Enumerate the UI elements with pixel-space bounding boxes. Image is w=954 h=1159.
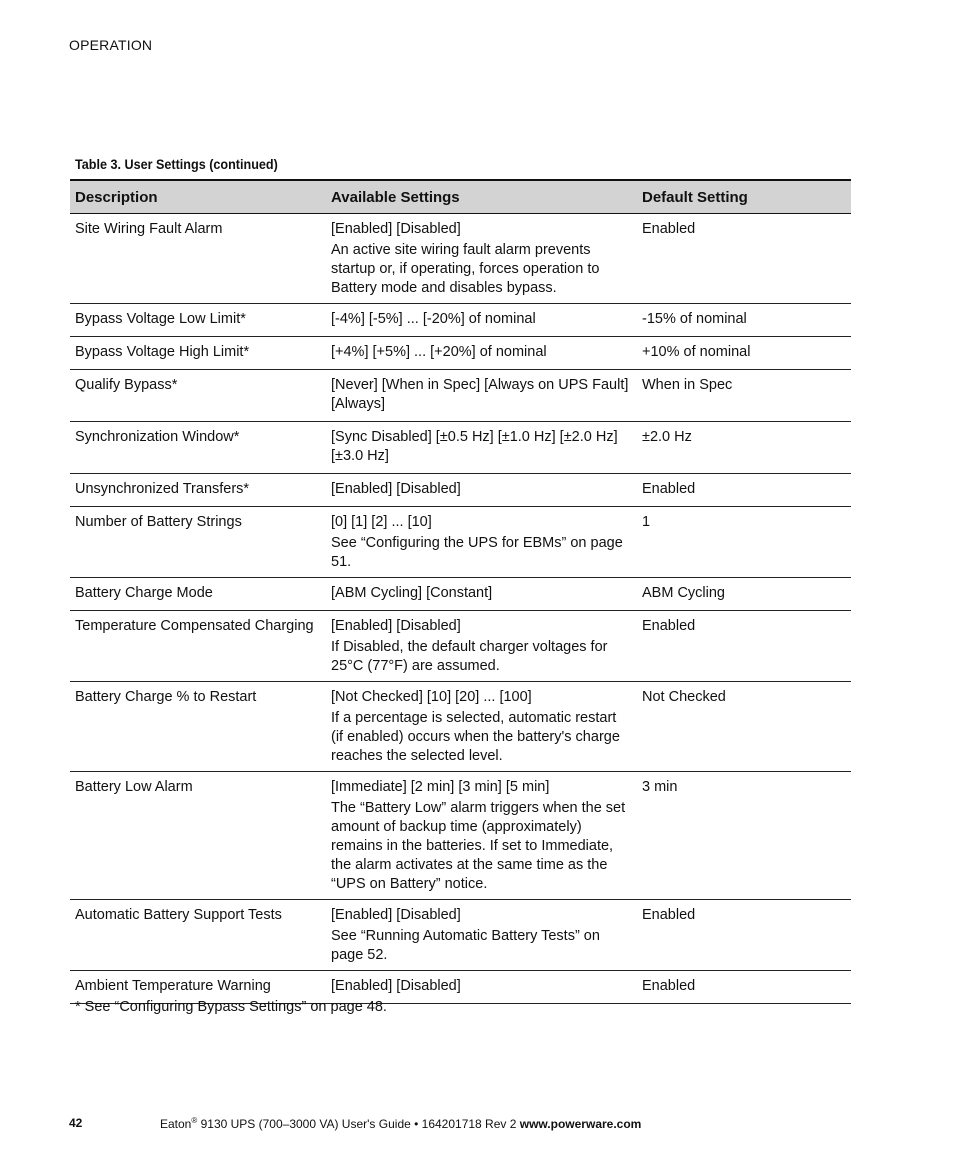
setting-description: Unsynchronized Transfers* xyxy=(70,474,326,507)
footer-text xyxy=(160,1116,641,1131)
available-settings-options: [Enabled] [Disabled] xyxy=(331,907,461,923)
available-settings-note: An active site wiring fault alarm prevents startup or, if operating, forces operation to Battery mode and disables bypass. xyxy=(331,242,600,296)
available-settings-options: [Enabled] [Disabled] xyxy=(331,481,461,497)
available-settings-options: [Enabled] [Disabled] xyxy=(331,978,461,994)
table-row xyxy=(70,474,851,507)
setting-description: Synchronization Window* xyxy=(70,422,326,474)
available-settings-cell xyxy=(326,611,637,682)
default-setting: Enabled xyxy=(637,474,851,507)
table-footnote: * See “Configuring Bypass Settings” on page 48. xyxy=(75,999,387,1015)
default-setting: Enabled xyxy=(637,900,851,971)
table-row xyxy=(70,682,851,772)
table-row xyxy=(70,507,851,578)
table-row xyxy=(70,304,851,337)
default-setting: Enabled xyxy=(637,971,851,1004)
available-settings-note: The “Battery Low” alarm triggers when the set amount of backup time (approximately) remains in the batteries. If set to Immediate, the alarm activates at the same time as the “UPS on Battery” notice. xyxy=(331,800,626,892)
default-setting: +10% of nominal xyxy=(637,337,851,370)
available-settings-cell xyxy=(326,214,637,304)
available-settings-note: If a percentage is selected, automatic restart (if enabled) occurs when the battery's charge reaches the selected level. xyxy=(331,710,620,764)
available-settings-options: [+4%] [+5%] ... [+20%] of nominal xyxy=(331,344,547,360)
default-setting: 1 xyxy=(637,507,851,578)
available-settings-cell xyxy=(326,578,637,611)
available-settings-options: [Enabled] [Disabled] xyxy=(331,221,461,237)
setting-description: Qualify Bypass* xyxy=(70,370,326,422)
default-setting: 3 min xyxy=(637,772,851,900)
setting-description: Ambient Temperature Warning xyxy=(70,971,326,1004)
available-settings-cell xyxy=(326,900,637,971)
available-settings-options: [0] [1] [2] ... [10] xyxy=(331,514,432,530)
available-settings-options: [-4%] [-5%] ... [-20%] of nominal xyxy=(331,311,536,327)
column-header-available-settings: Available Settings xyxy=(326,180,637,214)
available-settings-cell xyxy=(326,370,637,422)
available-settings-cell xyxy=(326,474,637,507)
available-settings-cell xyxy=(326,304,637,337)
footer-website: www.powerware.com xyxy=(519,1117,642,1131)
available-settings-cell xyxy=(326,772,637,900)
table-row xyxy=(70,370,851,422)
available-settings-options: [Sync Disabled] [±0.5 Hz] [±1.0 Hz] [±2.0 Hz] [±3.0 Hz] xyxy=(331,429,618,464)
user-settings-table-container xyxy=(70,179,851,1004)
available-settings-note: See “Configuring the UPS for EBMs” on page 51. xyxy=(331,535,623,570)
section-header: OPERATION xyxy=(69,37,153,53)
setting-description: Temperature Compensated Charging xyxy=(70,611,326,682)
table-row xyxy=(70,337,851,370)
setting-description: Bypass Voltage Low Limit* xyxy=(70,304,326,337)
table-row xyxy=(70,422,851,474)
column-header-description: Description xyxy=(70,180,326,214)
table-row xyxy=(70,772,851,900)
default-setting: When in Spec xyxy=(637,370,851,422)
column-header-default-setting: Default Setting xyxy=(637,180,851,214)
page-number: 42 xyxy=(69,1116,83,1130)
setting-description: Battery Low Alarm xyxy=(70,772,326,900)
available-settings-cell xyxy=(326,422,637,474)
table-row xyxy=(70,900,851,971)
default-setting: ABM Cycling xyxy=(637,578,851,611)
available-settings-options: [ABM Cycling] [Constant] xyxy=(331,585,493,601)
default-setting: Not Checked xyxy=(637,682,851,772)
setting-description: Battery Charge % to Restart xyxy=(70,682,326,772)
default-setting: Enabled xyxy=(637,611,851,682)
available-settings-options: [Immediate] [2 min] [3 min] [5 min] xyxy=(331,779,550,795)
table-row xyxy=(70,611,851,682)
default-setting: -15% of nominal xyxy=(637,304,851,337)
footer-guide-info: 9130 UPS (700–3000 VA) User's Guide • 164201718 Rev 2 xyxy=(197,1117,520,1131)
table-row xyxy=(70,214,851,304)
table-row xyxy=(70,578,851,611)
setting-description: Number of Battery Strings xyxy=(70,507,326,578)
setting-description: Site Wiring Fault Alarm xyxy=(70,214,326,304)
user-settings-table xyxy=(70,179,851,1004)
available-settings-note: If Disabled, the default charger voltages for 25°C (77°F) are assumed. xyxy=(331,639,608,674)
table-title: Table 3. User Settings (continued) xyxy=(75,156,278,172)
setting-description: Battery Charge Mode xyxy=(70,578,326,611)
available-settings-note: See “Running Automatic Battery Tests” on page 52. xyxy=(331,928,600,963)
available-settings-cell xyxy=(326,682,637,772)
setting-description: Automatic Battery Support Tests xyxy=(70,900,326,971)
setting-description: Bypass Voltage High Limit* xyxy=(70,337,326,370)
available-settings-cell xyxy=(326,507,637,578)
registered-mark: ® xyxy=(191,1116,198,1125)
available-settings-options: [Never] [When in Spec] [Always on UPS Fault] [Always] xyxy=(331,377,629,412)
footer-brand: Eaton xyxy=(160,1117,192,1131)
available-settings-options: [Not Checked] [10] [20] ... [100] xyxy=(331,689,532,705)
default-setting: ±2.0 Hz xyxy=(637,422,851,474)
table-header-row xyxy=(70,180,851,214)
default-setting: Enabled xyxy=(637,214,851,304)
available-settings-options: [Enabled] [Disabled] xyxy=(331,618,461,634)
available-settings-cell xyxy=(326,337,637,370)
